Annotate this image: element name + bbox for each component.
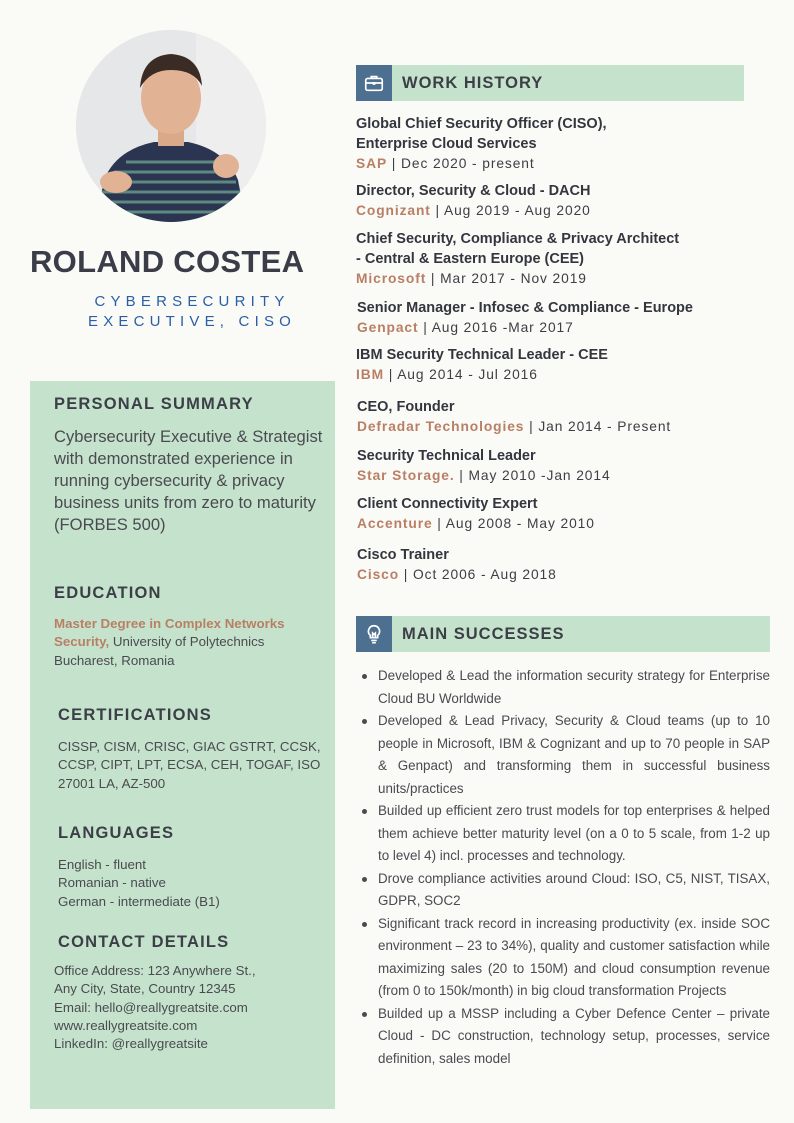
- job-role: IBM Security Technical Leader - CEE: [356, 347, 608, 363]
- job-meta: [357, 514, 777, 534]
- education-heading: EDUCATION: [54, 584, 162, 602]
- job-entry: [356, 114, 656, 174]
- job-role: Director, Security & Cloud - DACH: [356, 183, 591, 199]
- job-meta: [357, 318, 777, 338]
- lightbulb-icon: [356, 616, 392, 652]
- job-meta: [357, 417, 777, 437]
- briefcase-icon: [356, 65, 392, 101]
- job-role: Cisco Trainer: [357, 547, 449, 563]
- profile-photo: [76, 30, 266, 222]
- job-meta: [356, 269, 686, 289]
- language-item: Romanian - native: [58, 875, 166, 891]
- job-company: Star Storage.: [357, 468, 455, 483]
- certifications-text: CISSP, CISM, CRISC, GIAC GSTRT, CCSK, CCSP, CIPT, LPT, ECSA, CEH, TOGAF, ISO 27001 LA, AZ-500: [58, 739, 321, 791]
- successes-list: [378, 665, 770, 1070]
- education-degree: Master Degree in Complex Networks Security,: [54, 616, 285, 650]
- job-role: Client Connectivity Expert: [357, 496, 538, 512]
- contact-heading: CONTACT DETAILS: [58, 933, 230, 951]
- job-dates: | Aug 2014 - Jul 2016: [384, 367, 538, 382]
- contact-website[interactable]: www.reallygreatsite.com: [54, 1017, 198, 1033]
- job-company: Microsoft: [356, 271, 427, 286]
- job-company: SAP: [356, 156, 388, 171]
- job-meta: [357, 565, 777, 585]
- list-item: Developed & Lead Privacy, Security & Cloud teams (up to 10 people in Microsoft, IBM & Cognizant and up to 70 people in SAP & Genpact) and transforming them in successful business units/practices: [378, 710, 770, 800]
- job-company: Cisco: [357, 567, 400, 582]
- contact-address: Office Address: 123 Anywhere St.,: [54, 963, 256, 978]
- job-entry: [357, 397, 777, 437]
- work-history-heading: WORK HISTORY: [402, 74, 544, 92]
- work-history-band: [356, 65, 744, 101]
- job-company: Defradar Technologies: [357, 419, 525, 434]
- job-entry: [357, 545, 777, 585]
- job-dates: | May 2010 -Jan 2014: [454, 468, 611, 483]
- contact-details: [54, 962, 326, 1053]
- candidate-name: ROLAND COSTEA: [30, 244, 305, 279]
- candidate-title: CYBERSECURITY EXECUTIVE, CISO: [87, 293, 297, 330]
- job-company: IBM: [356, 367, 384, 382]
- summary-heading: PERSONAL SUMMARY: [54, 395, 254, 413]
- job-dates: | Aug 2008 - May 2010: [432, 516, 595, 531]
- job-dates: | Jan 2014 - Present: [524, 419, 672, 434]
- job-meta: [357, 466, 777, 486]
- main-successes-heading: MAIN SUCCESSES: [402, 625, 565, 643]
- certifications-heading: CERTIFICATIONS: [58, 706, 212, 724]
- job-company: Accenture: [357, 516, 433, 531]
- job-entry: [356, 345, 776, 385]
- job-role: Senior Manager - Infosec & Compliance - Europe: [357, 300, 693, 316]
- job-entry: [356, 229, 686, 289]
- summary-text: Cybersecurity Executive & Strategist with demonstrated experience in running cybersecurity & privacy business units from zero to maturity (FORBES 500): [54, 427, 323, 534]
- job-role: Global Chief Security Officer (CISO), Enterprise Cloud Services: [356, 116, 607, 152]
- job-dates: | Aug 2016 -Mar 2017: [418, 320, 574, 335]
- job-dates: | Dec 2020 - present: [387, 156, 535, 171]
- contact-linkedin[interactable]: LinkedIn: @reallygreatsite: [54, 1036, 208, 1052]
- job-meta: [356, 201, 776, 221]
- job-entry: [357, 446, 777, 486]
- contact-email[interactable]: Email: hello@reallygreatsite.com: [54, 999, 248, 1015]
- languages-list: [58, 856, 318, 911]
- job-role: Chief Security, Compliance & Privacy Architect - Central & Eastern Europe (CEE): [356, 231, 680, 267]
- language-item: German - intermediate (B1): [58, 893, 220, 909]
- list-item: Builded up a MSSP including a Cyber Defence Center – private Cloud - DC construction, technology setup, processes, service definition, sales model: [378, 1003, 770, 1071]
- job-entry: [357, 494, 777, 534]
- job-meta: [356, 154, 656, 174]
- education-school: University of Polytechnics Bucharest, Romania: [54, 634, 265, 668]
- main-successes-band: [356, 616, 770, 652]
- list-item: Significant track record in increasing productivity (ex. inside SOC environment – 23 to 34%), quality and customer satisfaction while maximizing sales (20 to 150M) and cloud consumption revenue (from 0 to 150k/month) in big cloud transformation Projects: [378, 913, 770, 1003]
- job-company: Genpact: [357, 320, 419, 335]
- job-entry: [357, 298, 777, 338]
- list-item: Builded up efficient zero trust models for top enterprises & helped them achieve better maturity level (on a 0 to 5 scale, from 1-2 up to level 4) incl. processes and technology.: [378, 800, 770, 868]
- contact-address: Any City, State, Country 12345: [54, 981, 236, 997]
- education-entry: [54, 615, 326, 670]
- languages-heading: LANGUAGES: [58, 824, 175, 842]
- job-entry: [356, 181, 776, 221]
- job-role: Security Technical Leader: [357, 448, 536, 464]
- job-role: CEO, Founder: [357, 399, 455, 415]
- job-dates: | Aug 2019 - Aug 2020: [430, 203, 591, 218]
- job-company: Cognizant: [356, 203, 431, 218]
- list-item: Drove compliance activities around Cloud: ISO, C5, NIST, TISAX, GDPR, SOC2: [378, 868, 770, 913]
- job-meta: [356, 365, 776, 385]
- list-item: Developed & Lead the information security strategy for Enterprise Cloud BU Worldwide: [378, 665, 770, 710]
- language-item: English - fluent: [58, 857, 146, 872]
- job-dates: | Mar 2017 - Nov 2019: [426, 271, 587, 286]
- job-dates: | Oct 2006 - Aug 2018: [399, 567, 557, 582]
